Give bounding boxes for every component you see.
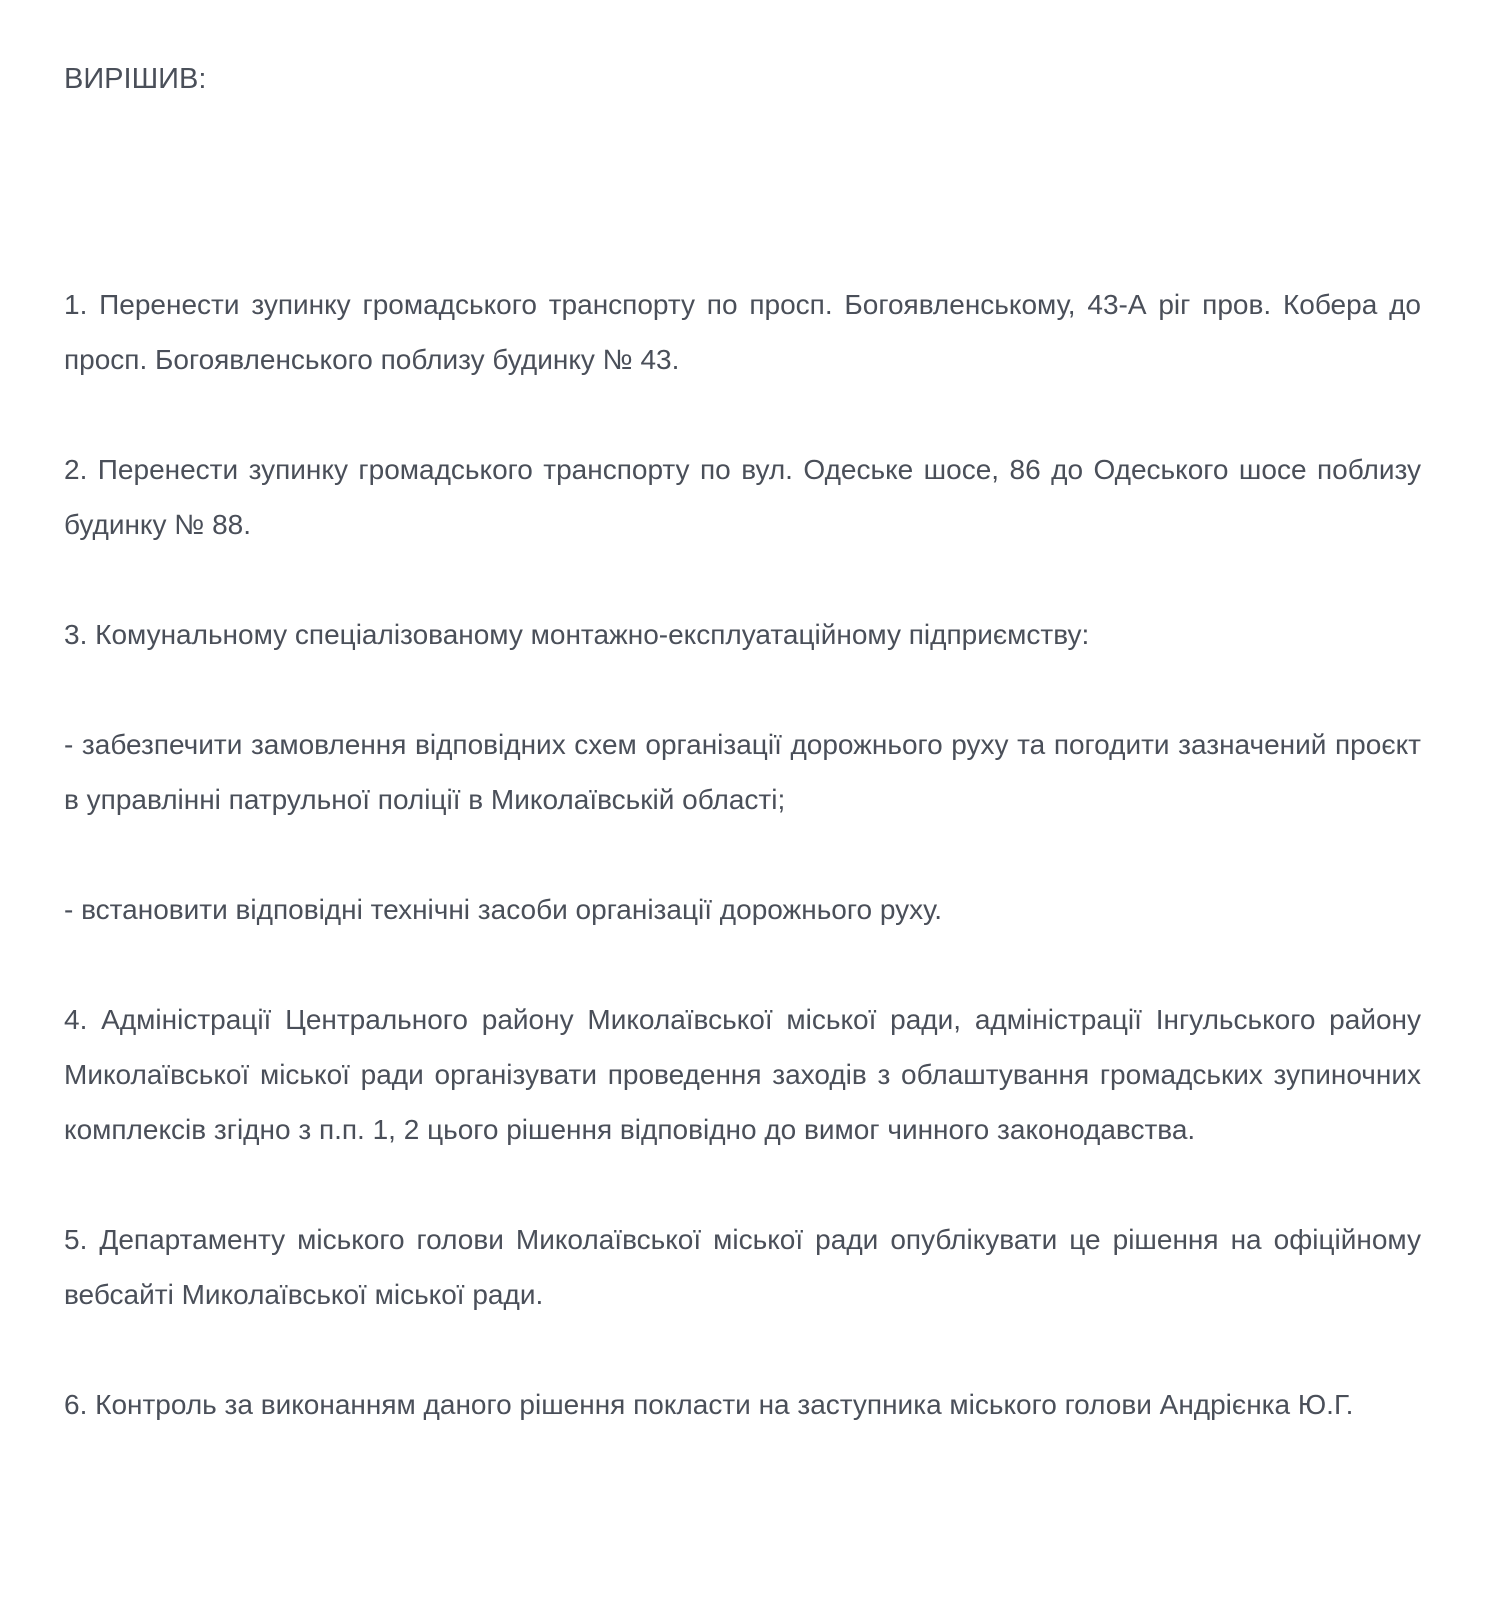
- paragraph-item-4: 4. Адміністрації Центрального району Миколаївської міської ради, адміністрації Інгульського району Миколаївської міської ради організувати проведення заходів з облаштування громадських зупиночних комплексів згідно з п.п. 1, 2 цього рішення відповідно до вимог чинного законодавства.: [64, 1004, 1421, 1145]
- paragraph-item-5: 5. Департаменту міського голови Миколаївської міської ради опублікувати це рішення на офіційному вебсайті Миколаївської міської ради.: [64, 1224, 1421, 1310]
- document-heading: ВИРІШИВ:: [64, 63, 207, 95]
- paragraph-item-2: 2. Перенести зупинку громадського транспорту по вул. Одеське шосе, 86 до Одеського шосе поблизу будинку № 88.: [64, 454, 1421, 540]
- paragraph-subitem-3a: - забезпечити замовлення відповідних схем організації дорожнього руху та погодити зазначений проєкт в управлінні патрульної поліції в Миколаївській області;: [64, 729, 1421, 815]
- paragraph-item-6: 6. Контроль за виконанням даного рішення покласти на заступника міського голови Андрієнка Ю.Г.: [64, 1389, 1354, 1420]
- paragraph-subitem-3b: - встановити відповідні технічні засоби організації дорожнього руху.: [64, 894, 943, 925]
- paragraph-item-1: 1. Перенести зупинку громадського транспорту по просп. Богоявленському, 43-А ріг пров. Кобера до просп. Богоявленського поблизу будинку № 43.: [64, 289, 1421, 375]
- paragraph-item-3: 3. Комунальному спеціалізованому монтажно-експлуатаційному підприємству:: [64, 619, 1090, 650]
